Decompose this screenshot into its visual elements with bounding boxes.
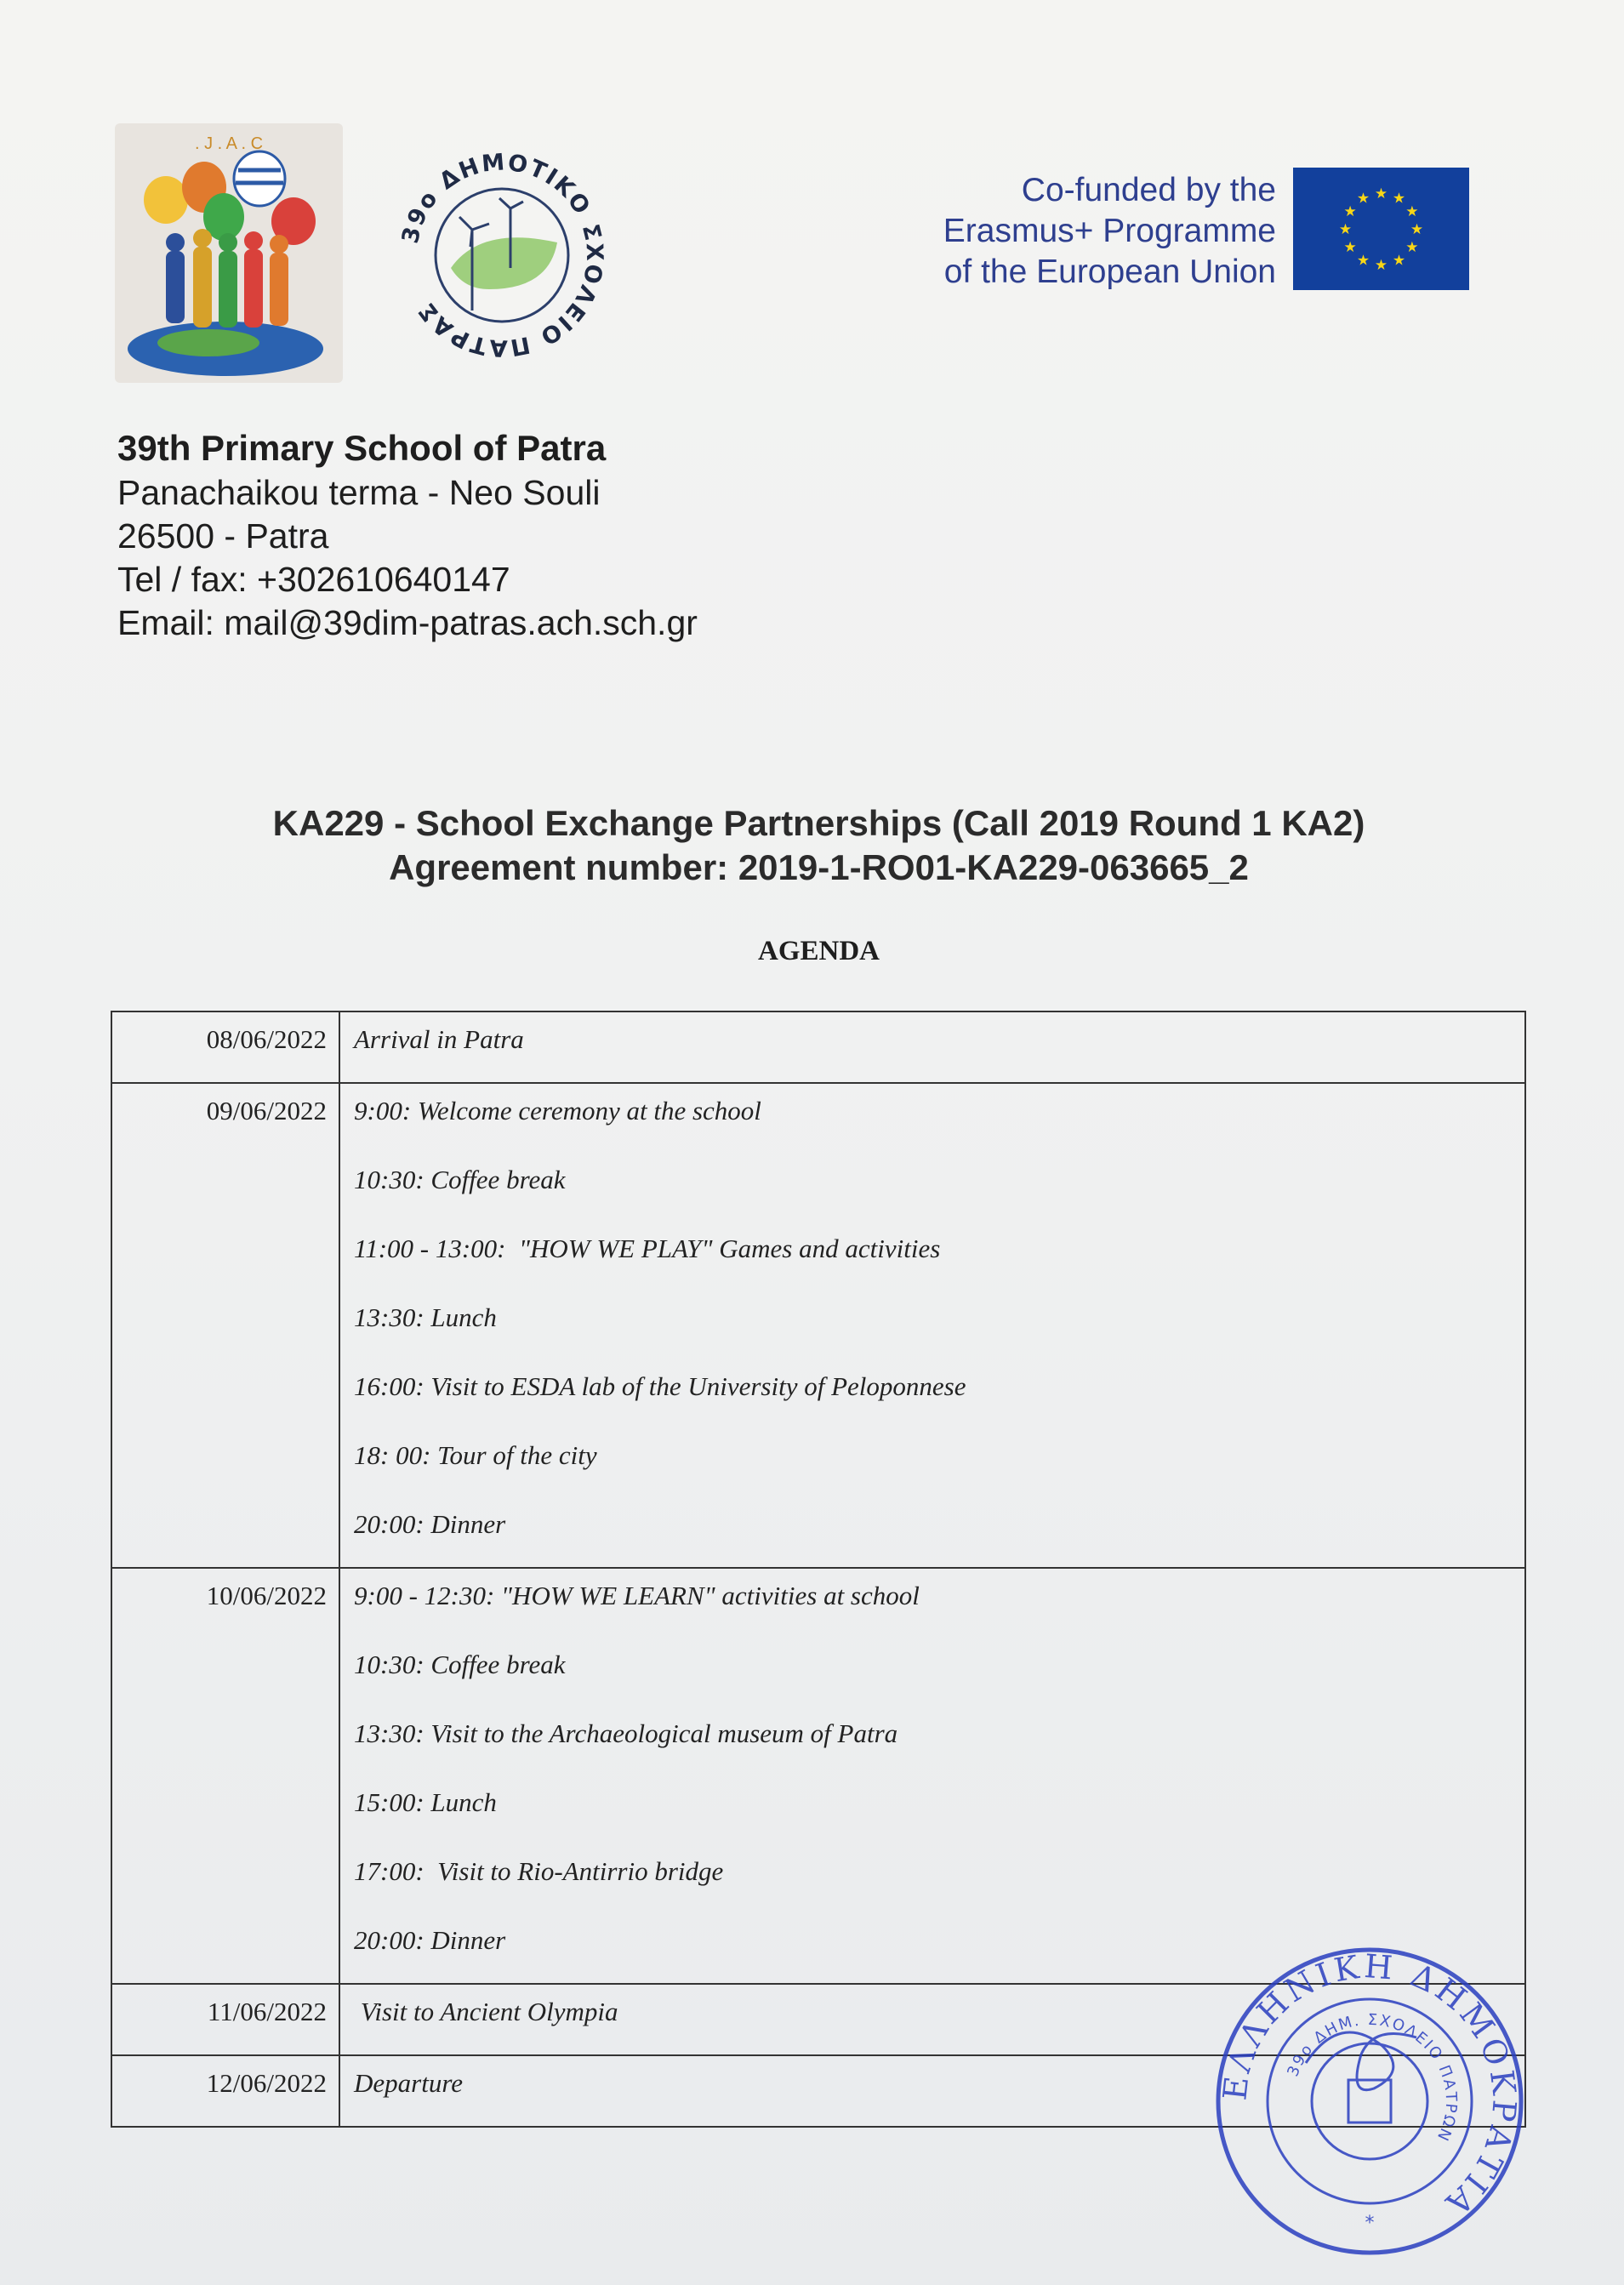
school-address: Panachaikou terma - Neo Souli — [117, 473, 601, 512]
agenda-date: 10/06/2022 — [111, 1568, 339, 1984]
agenda-date: 09/06/2022 — [111, 1083, 339, 1568]
wind-turbines-school-logo — [387, 140, 617, 370]
agenda-row — [111, 1083, 1525, 1568]
logo-caption-text: . J . A . C — [194, 134, 264, 153]
school-name: 39th Primary School of Patra — [117, 428, 607, 468]
agreement-number: Agreement number: 2019-1-RO01-KA229-063665_2 — [389, 847, 1249, 887]
agenda-heading: AGENDA — [757, 936, 880, 966]
eu-star-icon: ★ — [1405, 203, 1419, 220]
eu-star-icon: ★ — [1356, 190, 1370, 208]
eu-star-icon: ★ — [1374, 185, 1388, 202]
eu-star-icon: ★ — [1392, 252, 1406, 270]
agenda-row — [111, 1568, 1525, 1984]
agenda-event: 10:30: Coffee break — [354, 1165, 566, 1194]
project-title: KA229 - School Exchange Partnerships (Call 2019 Round 1 KA2) — [272, 803, 1365, 843]
erasmus-caption — [885, 170, 1276, 293]
agenda-date: 12/06/2022 — [111, 2055, 339, 2127]
agenda-event: 20:00: Dinner — [354, 1925, 506, 1955]
stamp-outer-text: ΕΛΛΗΝΙΚΗ ΔΗΜΟΚΡΑΤΙΑ — [1216, 1947, 1524, 2225]
agenda-date: 11/06/2022 — [111, 1984, 339, 2055]
agenda-event: Visit to Ancient Olympia — [354, 1997, 618, 2026]
erasmus-line-3: of the European Union — [943, 254, 1276, 290]
school-tel: Tel / fax: +302610640147 — [117, 560, 510, 599]
agenda-event: 20:00: Dinner — [354, 1509, 506, 1539]
eu-star-icon: ★ — [1410, 221, 1424, 238]
eu-star-icon: ★ — [1356, 252, 1370, 270]
agenda-date: 08/06/2022 — [111, 1011, 339, 1083]
children-balloons-logo — [115, 123, 343, 383]
agenda-event: 13:30: Visit to the Archaeological museum of Patra — [354, 1718, 898, 1748]
agenda-event: 9:00: Welcome ceremony at the school — [354, 1096, 761, 1125]
eu-flag-icon — [1293, 168, 1469, 290]
project-title-block — [0, 801, 1624, 890]
school-city: 26500 - Patra — [117, 516, 329, 556]
eu-star-icon: ★ — [1405, 239, 1419, 256]
agenda-event: Departure — [354, 2068, 463, 2098]
erasmus-line-1: Co-funded by the — [1021, 172, 1276, 208]
school-address-block — [117, 425, 698, 645]
agenda-event: 17:00: Visit to Rio-Antirrio bridge — [354, 1856, 724, 1886]
agenda-event: 11:00 - 13:00: "HOW WE PLAY" Games and activities — [354, 1234, 941, 1263]
eu-star-icon: ★ — [1374, 257, 1388, 274]
agenda-event: 16:00: Visit to ESDA lab of the University of Peloponnese — [354, 1371, 966, 1401]
agenda-events — [339, 1568, 1525, 1984]
eu-star-icon: ★ — [1338, 221, 1353, 238]
school-logo-arc-text: 39ο ΔΗΜΟΤΙΚΟ ΣΧΟΛΕΙΟ ΠΑΤΡΑΣ — [396, 149, 608, 362]
svg-text:39ο ΔΗΜ. ΣΧΟΛΕΙΟ ΠΑΤΡΩΝ — [1284, 2011, 1460, 2145]
svg-text:*: * — [1365, 2213, 1375, 2234]
eu-star-icon: ★ — [1343, 203, 1357, 220]
eu-star-icon: ★ — [1392, 190, 1406, 208]
agenda-event: 13:30: Lunch — [354, 1302, 497, 1332]
agenda-events — [339, 1011, 1525, 1083]
school-email: Email: mail@39dim-patras.ach.sch.gr — [117, 603, 698, 642]
eu-star-icon: ★ — [1343, 239, 1357, 256]
agenda-events — [339, 1083, 1525, 1568]
agenda-event: 15:00: Lunch — [354, 1787, 497, 1817]
agenda-event: 18: 00: Tour of the city — [354, 1440, 597, 1470]
agenda-event: 9:00 - 12:30: "HOW WE LEARN" activities at school — [354, 1581, 920, 1610]
official-seal-stamp — [1212, 1944, 1527, 2259]
svg-text:ΕΛΛΗΝΙΚΗ ΔΗΜΟΚΡΑΤΙΑ — [1216, 1947, 1523, 2225]
agenda-event: Arrival in Patra — [354, 1024, 524, 1054]
agenda-event: 10:30: Coffee break — [354, 1650, 566, 1679]
stamp-inner-text: 39ο ΔΗΜ. ΣΧΟΛΕΙΟ ΠΑΤΡΩΝ — [1284, 2010, 1461, 2145]
agenda-row — [111, 1011, 1525, 1083]
erasmus-line-2: Erasmus+ Programme — [943, 213, 1276, 249]
